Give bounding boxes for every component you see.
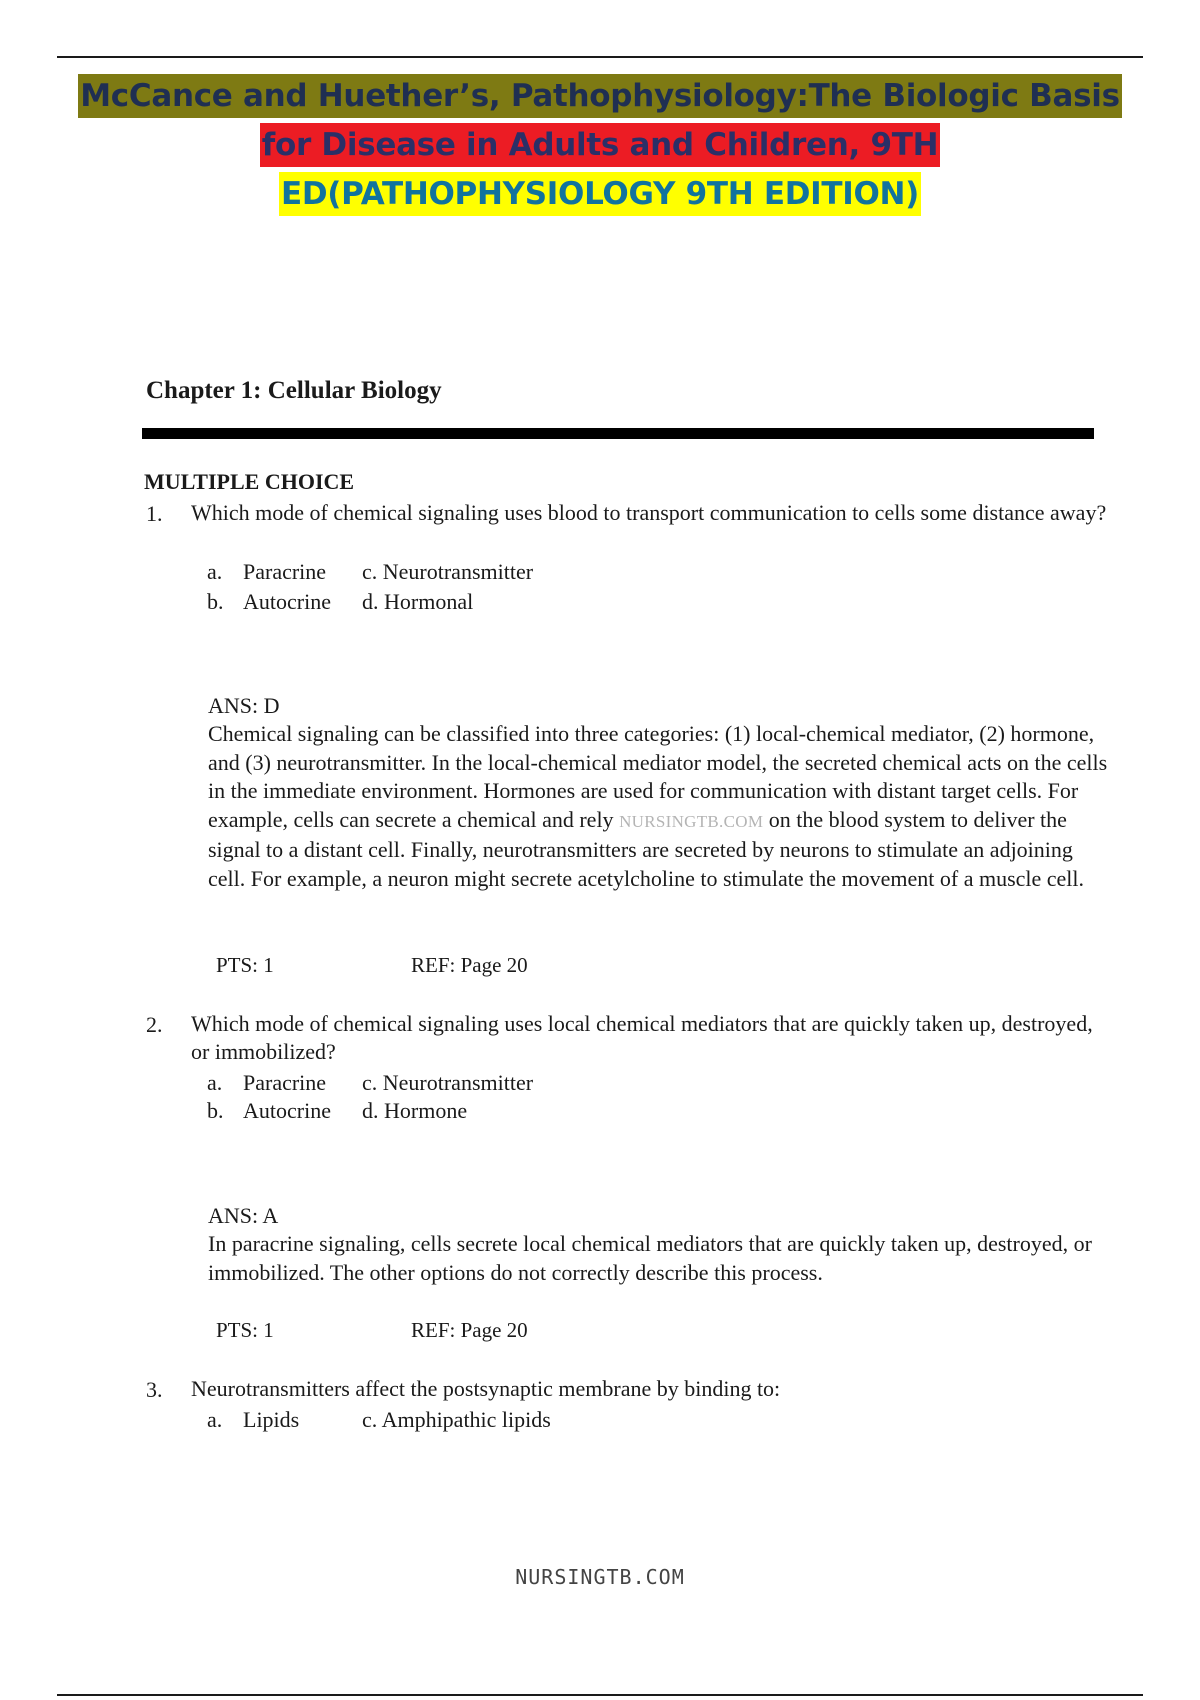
footer-watermark: NURSINGTB.COM: [515, 1565, 685, 1589]
question-1-option-d: d. Hormonal: [362, 589, 474, 614]
question-1-explanation: Chemical signaling can be classified into three categories: (1) local-chemical mediator, (2) hormone, and (3) neurotransmitter. In the local-chemical mediator model, the secreted chemical acts on the cells in the immediate environment. Hormones are used for communication with distant target cells. For example, cells can secrete a chemical and rely NURSINGTB.COM on the blood system to deliver the signal to a distant cell. Finally, neurotransmitters are secreted by neurons to stimulate an adjoining cell. For example, a neuron might secrete acetylcholine to stimulate the movement of a muscle cell.: [208, 721, 1108, 891]
question-3-text: Neurotransmitters affect the postsynaptic membrane by binding to:: [191, 1376, 781, 1401]
question-2-option-a: a. Paracrine: [207, 1070, 327, 1095]
title-line-2: for Disease in Adults and Children, 9TH: [0, 121, 1200, 170]
question-1-reference: REF: Page 20: [411, 953, 528, 977]
question-3-option-c: c. Amphipathic lipids: [362, 1407, 551, 1432]
title-line-1: McCance and Huether’s, Pathophysiology:The Biologic Basis: [0, 72, 1200, 121]
question-1-points: PTS: 1: [216, 953, 274, 977]
question-2-answer: ANS: A: [208, 1203, 279, 1228]
question-3-option-a: a. Lipids: [207, 1407, 300, 1432]
question-1-option-c: c. Neurotransmitter: [362, 559, 534, 584]
question-2-reference: REF: Page 20: [411, 1318, 528, 1342]
question-2-points: PTS: 1: [216, 1318, 274, 1342]
title-line-3: ED(PATHOPHYSIOLOGY 9TH EDITION): [0, 170, 1200, 219]
question-2-option-b: b. Autocrine: [207, 1098, 331, 1123]
question-1-number: 1.: [146, 501, 163, 526]
question-2-text: Which mode of chemical signaling uses local chemical mediators that are quickly taken up, destroyed, or immobilized?: [191, 1011, 1093, 1064]
chapter-title: Chapter 1: Cellular Biology: [146, 377, 442, 404]
question-1-answer: ANS: D: [208, 693, 280, 718]
question-2-number: 2.: [146, 1012, 163, 1037]
question-2-explanation: In paracrine signaling, cells secrete local chemical mediators that are quickly taken up, destroyed, or immobilized. The other options do not correctly describe this process.: [208, 1231, 1092, 1285]
inline-watermark: NURSINGTB.COM: [619, 811, 764, 831]
top-rule: [57, 56, 1143, 58]
question-3-number: 3.: [146, 1377, 163, 1402]
bottom-rule: [57, 1694, 1143, 1696]
document-title: [0, 72, 1200, 219]
section-heading: MULTIPLE CHOICE: [144, 469, 355, 494]
question-2-option-d: d. Hormone: [362, 1098, 468, 1123]
question-1-option-a: a. Paracrine: [207, 559, 327, 584]
question-1-text: Which mode of chemical signaling uses blood to transport communication to cells some distance away?: [191, 500, 1107, 525]
question-1-option-b: b. Autocrine: [207, 589, 331, 614]
chapter-divider: [142, 428, 1094, 439]
question-2-option-c: c. Neurotransmitter: [362, 1070, 534, 1095]
